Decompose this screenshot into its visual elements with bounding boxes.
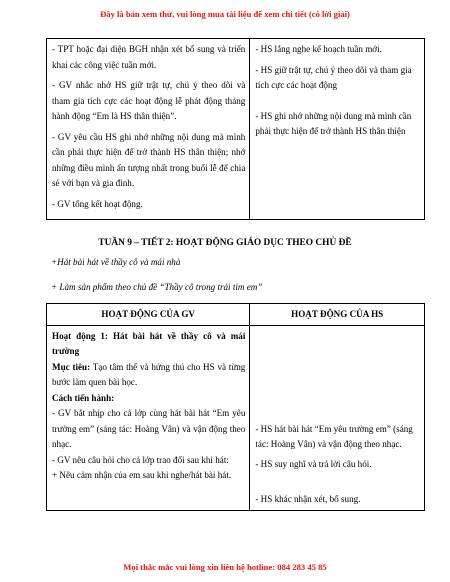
teacher-step: - GV yêu cầu HS ghi nhớ những nội dung mà mình cần phải thực hiện để trở thành HS thân thiện; nhớ những điều mình ấn tượng nhất trong buổi lễ để chia sẻ với bạn và gia đình. — [52, 131, 246, 188]
activity-table-continued — [46, 38, 425, 220]
teacher-activity-cell — [47, 39, 250, 220]
intro-line: +Hát bài hát về thầy cô và mái nhà — [51, 257, 181, 267]
student-activity-cell — [250, 39, 425, 220]
teacher-activity-cell — [47, 325, 250, 510]
teacher-step: + Nêu cảm nhận của em sau khi nghe/hát bài hát. — [52, 470, 232, 480]
section-heading: TUẦN 9 – TIẾT 2: HOẠT ĐỘNG GIÁO DỤC THEO CHỦ ĐỀ — [98, 238, 352, 248]
student-step: - HS hát bài hát “Em yêu trường em” (sáng tác: Hoàng Vân) và vận động theo nhạc. — [255, 423, 413, 449]
student-step: - HS ghi nhớ những nội dung mà mình cần phải thực hiện để trở thành HS thân thiện — [255, 110, 412, 136]
student-step: - HS giữ trật tự, chú ý theo dõi và tham gia tích cực các hoạt động — [255, 64, 412, 90]
objective-text: Tạo tâm thế và hứng thú cho HS và từng bước làm quen bài học. — [52, 361, 246, 387]
teacher-step: - GV nhắc nhở HS giữ trật tự, chú ý theo dõi và tham gia tích cực các hoạt động lễ phát động tháng hành động “Em là HS thân thiện”. — [52, 80, 246, 121]
table-row — [47, 39, 425, 220]
student-step: - HS lắng nghe kế hoạch tuần mới. — [255, 44, 382, 54]
table-header-row — [47, 304, 425, 326]
preview-notice-banner: Đây là bản xem thử, vui lòng mua tài liệu để xem chi tiết (có lời giải) — [100, 9, 350, 19]
student-step: - HS khác nhận xét, bổ sung. — [255, 494, 361, 504]
student-step: - HS suy nghĩ và trả lời câu hỏi. — [255, 458, 372, 469]
activity-title: Hoạt động 1: Hát bài hát về thầy cô và mái trường — [52, 330, 246, 356]
teacher-step: - GV nêu câu hỏi cho cả lớp trao đổi sau khi hát: — [52, 454, 229, 465]
student-activity-cell — [250, 325, 425, 510]
table-row — [47, 325, 425, 510]
objective — [52, 360, 245, 391]
student-column-header: HOẠT ĐỘNG CỦA HS — [250, 304, 425, 326]
teacher-step: - TPT hoặc đại diện BGH nhận xét bổ sung và triển khai các công việc tuần mới. — [52, 44, 246, 70]
activity-table — [46, 303, 425, 511]
objective-label: Mục tiêu: — [52, 361, 91, 372]
teacher-step: - GV bắt nhịp cho cả lớp cùng hát bài hát “Em yêu trường em” (sáng tác: Hoàng Vân) và vận động theo nhạc. — [52, 408, 246, 449]
intro-line: + Làm sản phẩm theo chủ đề “Thầy cô trong trái tim em” — [51, 282, 263, 292]
teacher-step: - GV tổng kết hoạt động. — [52, 198, 143, 209]
teacher-column-header: HOẠT ĐỘNG CỦA GV — [47, 304, 250, 326]
hotline-banner: Mọi thắc mắc vui lòng xin liên hệ hotline: 084 283 45 85 — [123, 562, 327, 572]
method-label: Cách tiến hành: — [52, 392, 115, 403]
